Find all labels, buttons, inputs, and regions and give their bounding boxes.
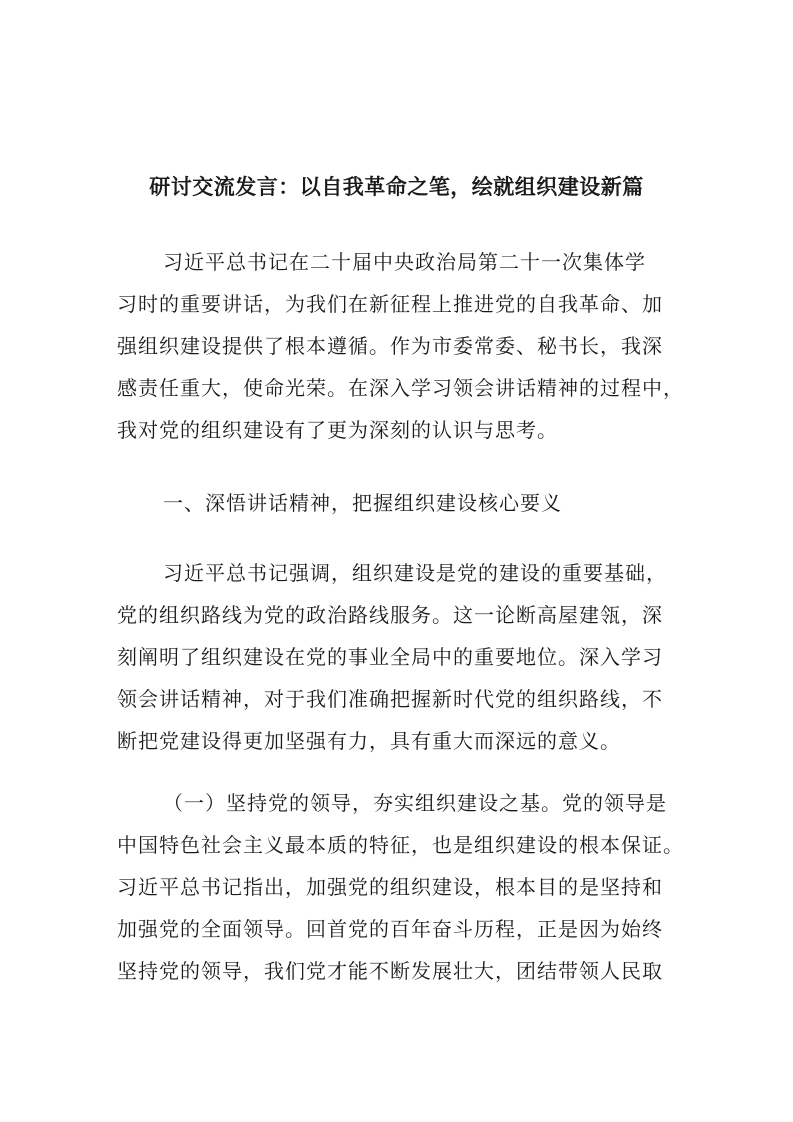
paragraph-line: 加强党的全面领导。回首党的百年奋斗历程，正是因为始终 [117,917,663,941]
paragraph-line: 感责任重大，使命光荣。在深入学习领会讲话精神的过程中， [117,376,684,400]
paragraph-line: 党的组织路线为党的政治路线服务。这一论断高屋建瓴，深 [117,603,663,627]
paragraph-line: 习近平总书记在二十届中央政治局第二十一次集体学 [163,250,646,274]
paragraph-line: 习近平总书记强调，组织建设是党的建设的重要基础， [163,561,667,585]
document-title: 研讨交流发言：以自我革命之笔，绘就组织建设新篇 [149,174,644,199]
paragraph-line: 强组织建设提供了根本遵循。作为市委常委、秘书长，我深 [117,334,663,358]
section-heading: 一、深悟讲话精神，把握组织建设核心要义 [163,491,562,515]
paragraph-intro [117,241,693,451]
paragraph-line: 领会讲话精神，对于我们准确把握新时代党的组织路线，不 [117,687,663,711]
paragraph-line: 习近平总书记指出，加强党的组织建设，根本目的是坚持和 [117,875,663,899]
paragraph-line: 坚持党的领导，我们党才能不断发展壮大，团结带领人民取 [117,959,663,983]
paragraph-line: 习时的重要讲话，为我们在新征程上推进党的自我革命、加 [117,292,663,316]
paragraph-line: 我对党的组织建设有了更为深刻的认识与思考。 [117,418,558,442]
paragraph-line: （一）坚持党的领导，夯实组织建设之基。党的领导是 [163,791,667,815]
paragraph-line: 中国特色社会主义最本质的特征，也是组织建设的根本保证。 [117,833,684,857]
paragraph-line: 刻阐明了组织建设在党的事业全局中的重要地位。深入学习 [117,645,663,669]
paragraph-section-one [117,552,693,762]
paragraph-line: 断把党建设得更加坚强有力，具有重大而深远的意义。 [117,729,621,753]
paragraph-subsection-one [117,782,693,992]
